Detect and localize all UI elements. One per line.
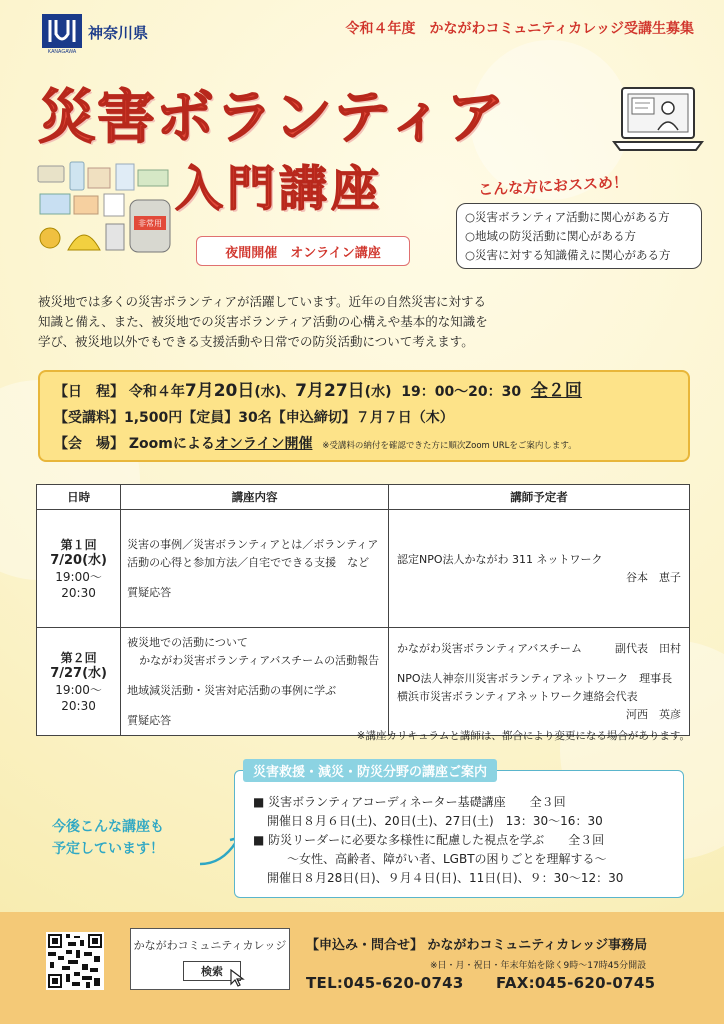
list-item: ○地域の防災活動に関心がある方 [465,229,637,243]
schedule-row [54,378,674,405]
contact-title: 【申込み・問合せ】 かながわコミュニティカレッジ事務局 [306,938,648,953]
schedule-label: 【日 程】 [54,384,124,400]
schedule-table [36,484,690,736]
content-line: 被災地での活動について [127,635,248,649]
future-item-dates: 開催日８月28日(日)、９月４日(日)、11日(日)、９：30～12：30 [267,871,624,885]
table-header-row [37,485,690,510]
prefecture-name: 神奈川県 [88,24,149,42]
intro-line: 学び、被災地以外でもできる支援活動や日常での防災活動について考えます。 [38,334,474,349]
schedule-date1: 7月20日 [184,381,255,401]
future-item: ■ 防災リーダーに必要な多様性に配慮した視点を学ぶ 全３回 [253,833,605,847]
search-keyword: かながわコミュニティカレッジ [133,939,287,952]
cursor-icon [229,969,245,987]
search-button[interactable]: 検索 [183,961,241,981]
lecturer-line: 横浜市災害ボランティアネットワーク連絡会代表 [396,689,638,703]
date-cell [37,628,121,736]
content-line: 質疑応答 [127,713,172,727]
schedule-time: 19：00～20：30 [401,384,522,400]
schedule-date2: 7月27日 [295,381,365,401]
venue-online: オンライン開催 [214,436,313,452]
emergency-supplies-icon [34,160,174,260]
future-item-sub: ～女性、高齢者、障がい者、LGBTの困りごとを理解する～ [287,852,607,866]
session-time: 20:30 [61,585,96,600]
svg-text:KANAGAWA: KANAGAWA [47,49,77,54]
course-info-box [38,370,690,462]
tagline-badge: 夜間開催 オンライン講座 [196,236,410,266]
recommend-title: こんな方におススめ！ [477,173,629,199]
lecturer-cell [388,510,689,628]
column-header: 講座内容 [121,485,389,510]
qr-code-icon[interactable] [46,932,104,990]
header-subtitle: 令和４年度 かながわコミュニティカレッジ受講生募集 [345,21,694,37]
schedule-day2: (水) [364,384,392,400]
kanagawa-logo-icon [42,14,82,54]
lecturer-org: 認定NPO法人かながわ 311 ネットワーク [396,552,603,566]
sub-title: 入門講座 [175,161,384,217]
venue-label: 【会 場】 [54,436,124,452]
contact-fax: FAX:045-620-0745 [496,974,656,992]
laptop-lecturer-icon [612,84,704,162]
intro-text [38,292,688,352]
future-item: ■ 災害ボランティアコーディネーター基礎講座 全３回 [253,795,566,809]
column-header: 日時 [37,485,121,510]
future-lead-line: 今後こんな講座も [52,819,164,835]
future-lead [52,816,164,860]
schedule-count: 全２回 [530,381,582,401]
fee-row: 【受講料】1,500円【定員】30名【申込締切】７月７日（木） [54,410,454,426]
venue-row [54,431,674,459]
date-cell [37,510,121,628]
contact-tel[interactable]: TEL:045-620-0743 [306,974,464,992]
contact-hours: ※日・月・祝日・年末年始を除く9時～17時45分開設 [430,961,647,971]
session-date: 7/20(水) [50,552,107,568]
session-time: 20:30 [61,698,96,713]
schedule-prefix: 令和４年 [128,384,185,400]
schedule-sep: 、 [281,384,296,400]
session-number: 第２回 [60,650,97,665]
column-header: 講師予定者 [388,485,689,510]
lecturer-line: NPO法人神奈川災害ボランティアネットワーク 理事長 [396,671,673,685]
future-item-dates: 開催日８月６日(土)、20日(土)、27日(土) 13：30～16：30 [267,814,603,828]
table-note: ※講座カリキュラムと講師は、都合により変更になる場合があります。 [356,730,690,742]
table-row [37,510,690,628]
session-time: 19:00～ [55,569,102,584]
lecturer-name: 谷本 恵子 [626,570,681,584]
search-box [130,928,290,990]
content-cell [121,510,389,628]
content-line: 質疑応答 [127,585,172,599]
lecturer-line: かながわ災害ボランティアバスチーム 副代表 田村 [396,641,681,655]
content-line: 地域減災活動・災害対応活動の事例に学ぶ [127,683,337,697]
session-date: 7/27(水) [50,665,107,681]
intro-line: 知識と備え、また、被災地での災害ボランティア活動の心構えや基本的な知識を [38,314,488,329]
svg-text:非常用: 非常用 [138,219,162,228]
schedule-day1: (水) [254,384,282,400]
table-row [37,628,690,736]
venue-prefix: Zoomによる [128,436,215,452]
venue-note: ※受講料の納付を確認できた方に順次Zoom URLをご案内します。 [322,441,577,451]
lecturer-cell [388,628,689,736]
intro-line: 被災地では多くの災害ボランティアが活躍しています。近年の自然災害に対する [38,294,487,309]
session-number: 第１回 [60,537,97,552]
recommend-list [456,203,702,269]
content-line: 災害の事例／災害ボランティアとは／ボランティア [127,537,379,551]
list-item: ○災害ボランティア活動に関心がある方 [465,210,670,224]
main-title: 災害ボランティア [38,83,506,151]
future-courses-title: 災害救援・減災・防災分野の講座ご案内 [243,759,497,782]
content-line: 活動の心得と参加方法／自宅でできる支援 など [127,555,370,569]
lecturer-name: 河西 英彦 [626,707,681,721]
session-time: 19:00～ [55,682,102,697]
list-item: ○災害に対する知識備えに関心がある方 [465,248,671,262]
future-lead-line: 予定しています！ [52,841,164,857]
content-cell [121,628,389,736]
future-courses-box [234,765,684,898]
content-line: かながわ災害ボランティアバスチームの活動報告 [139,653,380,667]
